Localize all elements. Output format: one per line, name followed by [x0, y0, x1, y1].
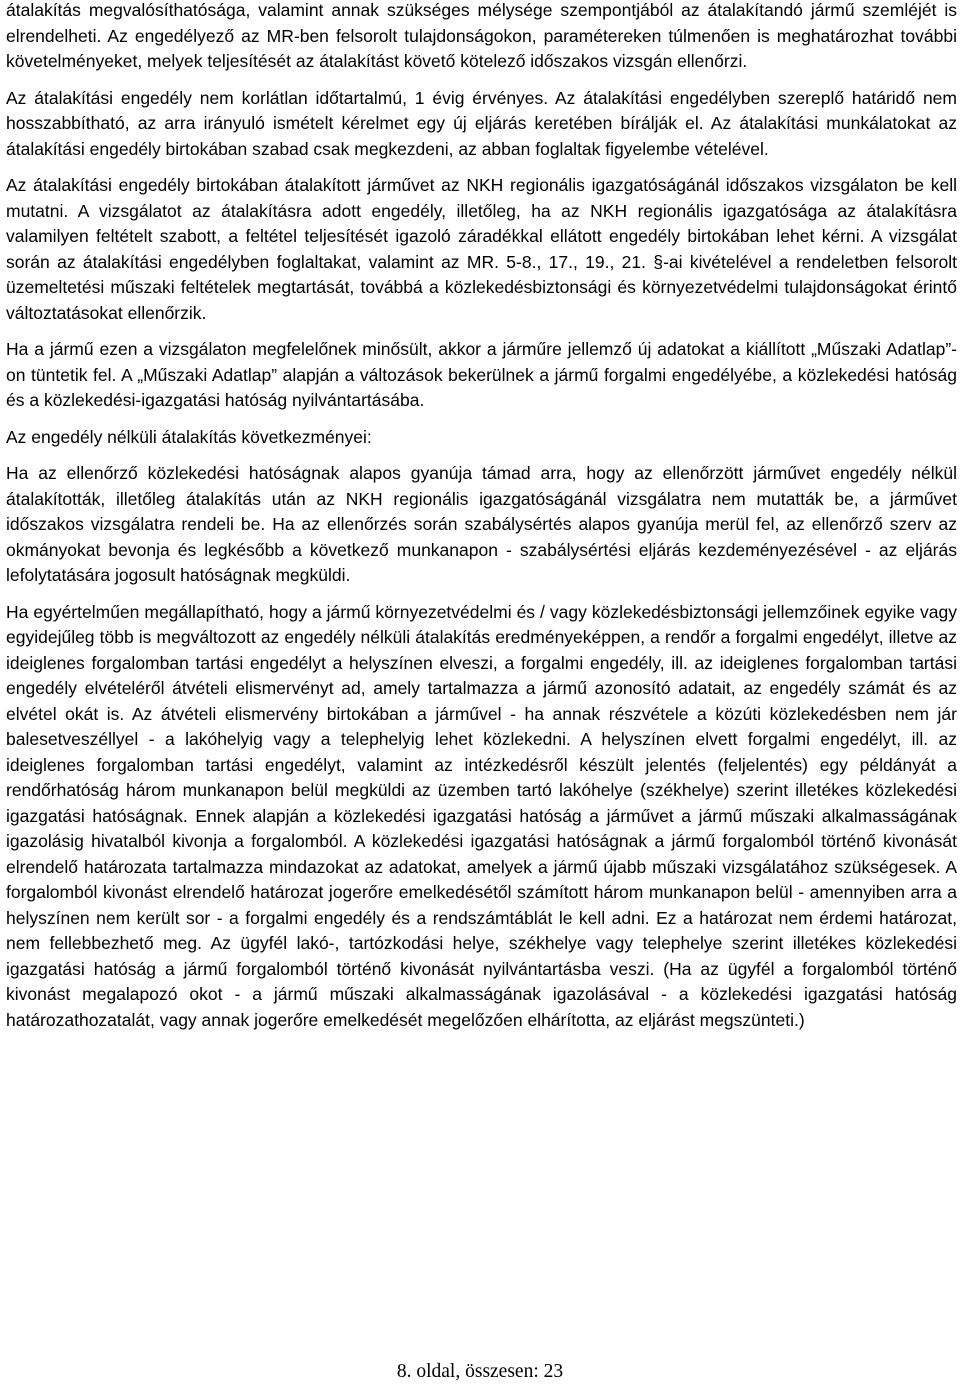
paragraph-permit-inspection: átalakítás megvalósíthatósága, valamint annak szükséges mélysége szempontjából az átalakítandó jármű szemléjét is elrendelheti. Az engedélyező az MR-ben felsorolt tulajdonságokon, paramétereken túlmenően is meghatározhat további követelményeket, melyek teljesítését az átalakítást követő kötelező időszakos vizsgán ellenőrzi. — [6, 0, 957, 71]
paragraph-permit-validity: Az átalakítási engedély nem korlátlan időtartalmú, 1 évig érvényes. Az átalakítási engedélyben szereplő határidő nem hosszabbítható, az arra irányuló ismételt kérelmet egy új eljárás keretében bírálják el. Az átalakítási munkálatokat az átalakítási engedély birtokában szabad csak megkezdeni, az abban foglaltak figyelembe vételével. — [6, 87, 957, 159]
section-heading-consequences: Az engedély nélküli átalakítás következményei: — [6, 426, 372, 447]
paragraph-suspicion-procedure: Ha az ellenőrző közlekedési hatóságnak alapos gyanúja támad arra, hogy az ellenőrzött járművet engedély nélkül átalakították, illetőleg átalakítás után az NKH regionális igazgatóságánál vizsgálatra nem mutatták be, a járművet időszakos vizsgálatra rendeli be. Ha az ellenőrzés során szabálysértés alapos gyanúja merül fel, az ellenőrző szerv az okmányokat bevonja és legkésőbb a következő munkanapon - szabálysértési eljárás kezdeményezésével - az eljárás lefolytatására jogosult hatóságnak megküldi. — [6, 463, 957, 585]
paragraph-license-withdrawal: Ha egyértelműen megállapítható, hogy a jármű környezetvédelmi és / vagy közlekedésbiztonsági jellemzőinek egyike vagy egyidejűleg több is megváltozott az engedély nélküli átalakítás eredményeképpen, a rendőr a forgalmi engedélyt, illetve az ideiglenes forgalomban tartási engedélyt a helyszínen elveszi, a forgalmi engedély, ill. az ideiglenes forgalomban tartási engedély elvételéről átvételi elismervényt ad, amely tartalmazza a jármű azonosító adatait, az engedély számát és az elvétel okát is. Az átvételi elismervény birtokában a járművel - ha annak részvétele a közúti közlekedésben nem jár balesetveszéllyel - a lakóhelyig vagy a telephelyig lehet közlekedni. A helyszínen elvett forgalmi engedélyt, ill. az ideiglenes forgalomban tartási engedélyt, valamint az intézkedésről készült jelentés (feljelentés) egy példányát a rendőrhatóság három munkanapon belül megküldi az üzemben tartó lakóhelye (székhelye) szerint illetékes közlekedési igazgatási hatóságnak. Ennek alapján a közlekedési igazgatási hatóság a járművet a jármű műszaki alkalmasságának igazolásig hivatalból kivonja a forgalomból. A közlekedési igazgatási hatóságnak a jármű forgalomból történő kivonását elrendelő határozata tartalmazza mindazokat az adatokat, amelyek a jármű újabb műszaki vizsgálatához szükségesek. A forgalomból kivonást elrendelő határozat jogerőre emelkedésétől számított három munkanapon belül - amennyiben arra a helyszínen nem került sor - a forgalmi engedély és a rendszámtáblát le kell adni. Ez a határozat nem érdemi határozat, nem fellebbezhető meg. Az ügyfél lakó-, tartózkodási helye, székhelye vagy telephelye szerint illetékes közlekedési igazgatási hatóság a jármű forgalomból történő kivonását nyilvántartásba veszi. (Ha az ügyfél a forgalomból történő kivonást megalapozó okot - a jármű műszaki alkalmasságának igazolásával - a közlekedési igazgatási hatóság határozathozatalát, vagy annak jogerőre emelkedését megelőzően elhárította, az eljárást megszünteti.) — [6, 601, 957, 1030]
paragraph-technical-datasheet: Ha a jármű ezen a vizsgálaton megfelelőnek minősült, akkor a járműre jellemző új adatokat a kiállított „Műszaki Adatlap”-on tüntetik fel. A „Műszaki Adatlap” alapján a változások bekerülnek a jármű forgalmi engedélyébe, a közlekedési hatóság és a közlekedési-igazgatási hatóság nyilvántartásába. — [6, 339, 957, 410]
paragraph-vehicle-inspection: Az átalakítási engedély birtokában átalakított járművet az NKH regionális igazgatóságánál időszakos vizsgálaton be kell mutatni. A vizsgálatot az átalakításra adott engedély, illetőleg, ha az NKH regionális igazgatósága az átalakításra valamilyen feltételt szabott, a feltétel teljesítését igazoló záradékkal ellátott engedély birtokában lehet kérni. A vizsgálat során az átalakítási engedélyben foglaltakat, valamint az MR. 5-8., 17., 19., 21. §-ai kivételével a rendeletben felsorolt üzemeltetési műszaki feltételek megtartását, továbbá a közlekedésbiztonsági és környezetvédelmi tulajdonságokat érintő változtatásokat ellenőrzik. — [6, 175, 957, 323]
page-footer: 8. oldal, összesen: 23 — [396, 1361, 564, 1382]
document-body — [6, 0, 957, 1033]
